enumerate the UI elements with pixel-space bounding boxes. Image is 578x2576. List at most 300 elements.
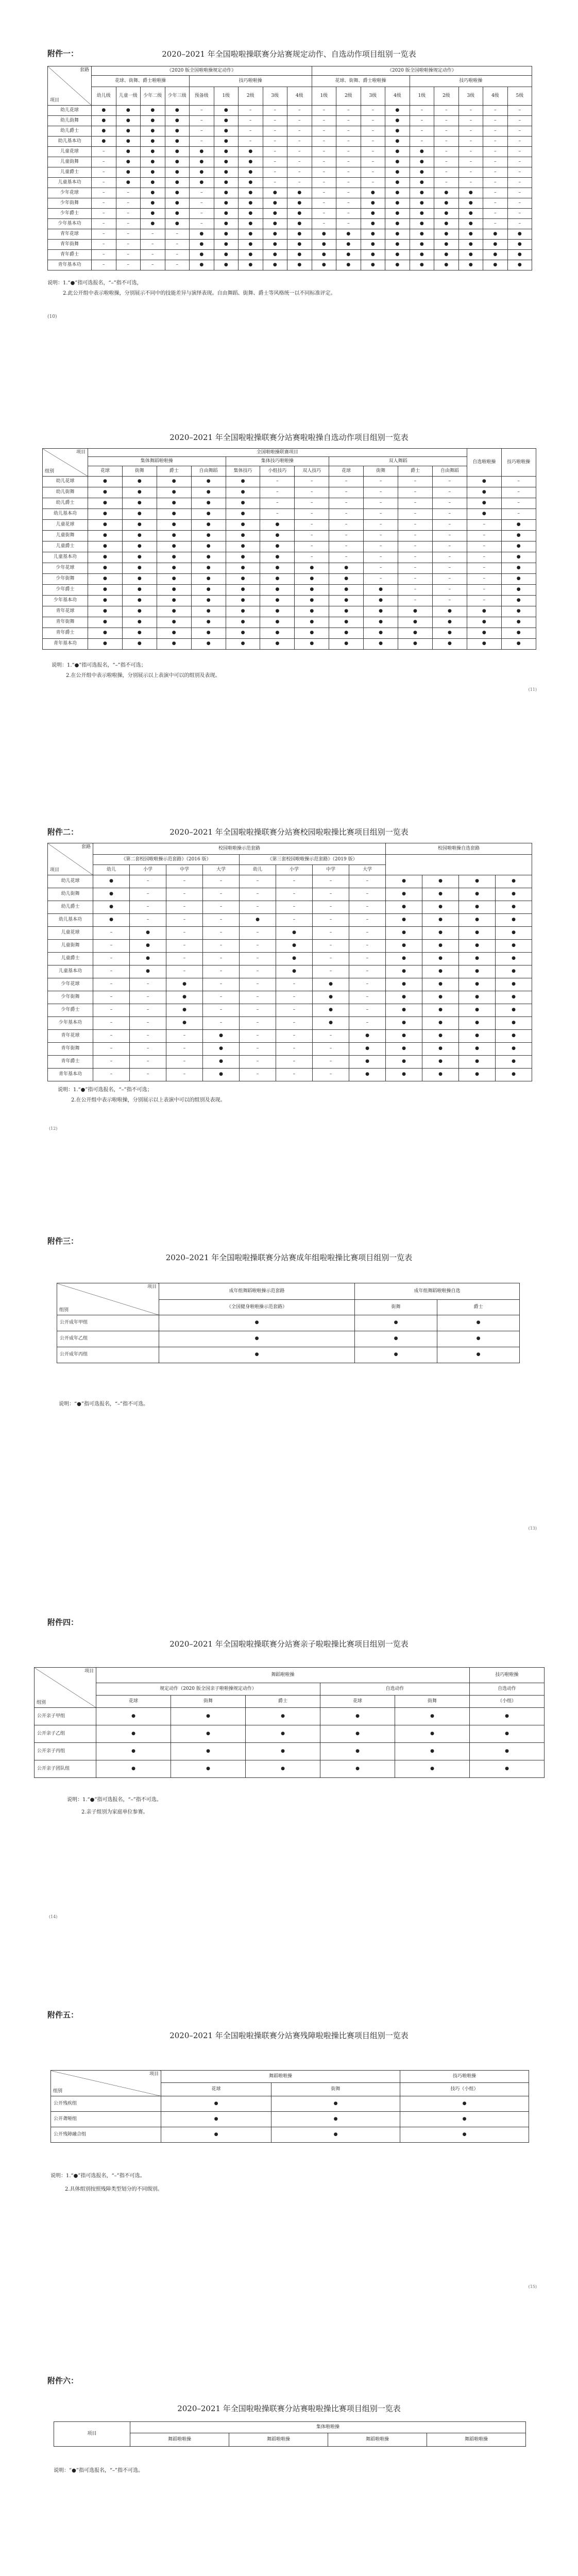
not-available-dash: – [467,531,501,541]
row-label: 青年爵士 [48,250,92,260]
not-available-dash: – [364,541,398,552]
not-available-dash: – [507,137,532,147]
table-row [48,188,532,198]
group-header: 舞蹈啦啦操 [161,2071,400,2083]
selected-dot: ● [88,628,123,639]
not-available-dash: – [166,953,203,965]
selected-dot: ● [400,2112,529,2127]
not-available-dash: – [313,1069,349,1081]
selected-dot: ● [496,1043,532,1056]
table-row [48,240,532,250]
selected-dot: ● [386,1043,422,1056]
not-available-dash: – [434,178,459,188]
selected-dot: ● [295,596,329,606]
selected-dot: ● [171,1725,246,1743]
row-label: 儿童花球 [48,927,93,940]
not-available-dash: – [410,106,434,116]
table-row [43,617,536,628]
page-number: (13) [528,1526,537,1531]
selected-dot: ● [496,978,532,991]
note: 说明：1.“●”指可选报名，“–”指不可选。 [67,1797,162,1803]
not-available-dash: – [467,596,501,606]
table-row [43,574,536,585]
not-available-dash: – [239,137,263,147]
selected-dot: ● [459,875,496,888]
selected-dot: ● [501,541,536,552]
selected-dot: ● [239,178,263,188]
selected-dot: ● [496,1069,532,1081]
note: 说明：“●”指可选报名，“–”指不可选。 [59,1401,149,1407]
selected-dot: ● [287,260,312,270]
table-row [48,106,532,116]
row-label: 青年基本功 [48,1069,93,1081]
not-available-dash: – [263,147,287,157]
selected-dot: ● [361,188,385,198]
table-row [51,2112,529,2127]
not-available-dash: – [116,260,141,270]
row-label: 少年基本功 [48,219,92,229]
table-row [43,509,536,520]
row-label: 儿童花球 [48,147,92,157]
column-header: 4级 [483,87,508,106]
selected-dot: ● [386,1069,422,1081]
attachment-label-3: 附件二： [47,827,79,837]
selected-dot: ● [386,953,422,965]
not-available-dash: – [434,157,459,167]
selected-dot: ● [214,229,239,240]
selected-dot: ● [260,541,295,552]
not-available-dash: – [329,487,364,498]
sub-header: 集体舞蹈啦啦操 [88,457,226,466]
selected-dot: ● [165,178,190,188]
selected-dot: ● [432,628,467,639]
selected-dot: ● [361,260,385,270]
not-available-dash: – [458,178,483,188]
selected-dot: ● [320,1725,395,1743]
selected-dot: ● [214,240,239,250]
selected-dot: ● [295,617,329,628]
selected-dot: ● [287,219,312,229]
not-available-dash: – [507,178,532,188]
table-row [57,1347,520,1363]
not-available-dash: – [166,1069,203,1081]
selected-dot: ● [263,209,287,219]
not-available-dash: – [483,147,508,157]
selected-dot: ● [96,1708,171,1725]
not-available-dash: – [295,498,329,509]
row-label: 儿童爵士 [48,167,92,178]
not-available-dash: – [432,541,467,552]
table-row [43,477,536,487]
not-available-dash: – [295,509,329,520]
selected-dot: ● [313,1017,349,1030]
not-available-dash: – [313,1043,349,1056]
selected-dot: ● [364,628,398,639]
not-available-dash: – [263,126,287,137]
selected-dot: ● [203,1043,240,1056]
selected-dot: ● [116,157,141,167]
selected-dot: ● [496,888,532,901]
selected-dot: ● [159,1315,355,1331]
selected-dot: ● [260,639,295,650]
not-available-dash: – [93,1017,130,1030]
not-available-dash: – [203,940,240,953]
not-available-dash: – [130,1030,166,1043]
selected-dot: ● [395,1743,470,1760]
selected-dot: ● [191,628,226,639]
selected-dot: ● [320,1760,395,1778]
column-header: 技巧（小组） [400,2083,529,2096]
selected-dot: ● [386,914,422,927]
not-available-dash: – [93,1043,130,1056]
row-label: 少年街舞 [43,574,88,585]
column-header: 1级 [312,87,336,106]
table-row [48,953,532,965]
not-available-dash: – [432,520,467,531]
selected-dot: ● [501,563,536,574]
not-available-dash: – [260,498,295,509]
sub-header: 街舞 [355,1300,437,1315]
not-available-dash: – [240,927,276,940]
not-available-dash: – [130,901,166,914]
selected-dot: ● [434,198,459,209]
selected-dot: ● [385,137,410,147]
table-row [35,1743,545,1760]
selected-dot: ● [459,978,496,991]
selected-dot: ● [260,563,295,574]
selected-dot: ● [263,250,287,260]
not-available-dash: – [130,1069,166,1081]
group-header: 成年组舞蹈啦啦操示范套路 [159,1283,355,1300]
not-available-dash: – [432,498,467,509]
selected-dot: ● [157,606,191,617]
selected-dot: ● [88,541,123,552]
selected-dot: ● [190,250,214,260]
not-available-dash: – [467,552,501,563]
column-header: 3级 [263,87,287,106]
not-available-dash: – [276,1017,313,1030]
selected-dot: ● [166,1017,203,1030]
table-row [48,198,532,209]
row-label: 幼儿街舞 [48,888,93,901]
not-available-dash: – [329,498,364,509]
selected-dot: ● [355,1331,437,1347]
sub-header: 爵士 [437,1300,520,1315]
row-label: 幼儿花球 [48,875,93,888]
selected-dot: ● [92,106,116,116]
not-available-dash: – [458,147,483,157]
selected-dot: ● [96,1743,171,1760]
table-row [57,1331,520,1347]
not-available-dash: – [349,953,386,965]
column-header: 自由舞蹈 [191,466,226,477]
not-available-dash: – [130,914,166,927]
row-label: 幼儿爵士 [48,126,92,137]
selected-dot: ● [329,574,364,585]
selected-dot: ● [312,229,336,240]
not-available-dash: – [361,147,385,157]
not-available-dash: – [276,991,313,1004]
not-available-dash: – [336,167,361,178]
project-table-7 [54,2421,526,2447]
selected-dot: ● [496,965,532,978]
not-available-dash: – [501,487,536,498]
not-available-dash: – [295,531,329,541]
not-available-dash: – [398,520,433,531]
corner-cell: 套路 项目 [48,843,93,875]
not-available-dash: – [116,198,141,209]
selected-dot: ● [467,628,501,639]
not-available-dash: – [432,477,467,487]
selected-dot: ● [320,1743,395,1760]
not-available-dash: – [507,219,532,229]
not-available-dash: – [130,1056,166,1069]
selected-dot: ● [361,198,385,209]
not-available-dash: – [276,1069,313,1081]
selected-dot: ● [329,606,364,617]
selected-dot: ● [214,106,239,116]
row-label: 幼儿街舞 [43,487,88,498]
selected-dot: ● [166,978,203,991]
selected-dot: ● [329,585,364,596]
not-available-dash: – [116,229,141,240]
not-available-dash: – [410,116,434,126]
selected-dot: ● [385,209,410,219]
selected-dot: ● [214,250,239,260]
not-available-dash: – [458,157,483,167]
column-header: 自由舞蹈 [432,466,467,477]
not-available-dash: – [432,563,467,574]
row-label: 幼儿花球 [48,106,92,116]
not-available-dash: – [240,965,276,978]
selected-dot: ● [239,260,263,270]
selected-dot: ● [141,157,165,167]
row-label: 幼儿花球 [43,477,88,487]
not-available-dash: – [329,552,364,563]
not-available-dash: – [458,137,483,147]
table-row [35,1708,545,1725]
selected-dot: ● [165,157,190,167]
selected-dot: ● [165,147,190,157]
not-available-dash: – [432,509,467,520]
selected-dot: ● [437,1315,520,1331]
selected-dot: ● [459,1069,496,1081]
selected-dot: ● [432,606,467,617]
not-available-dash: – [93,953,130,965]
not-available-dash: – [190,209,214,219]
not-available-dash: – [276,1030,313,1043]
not-available-dash: – [240,1069,276,1081]
sub-header: 自选动作 [320,1683,470,1696]
not-available-dash: – [312,167,336,178]
table-row [43,498,536,509]
not-available-dash: – [467,585,501,596]
selected-dot: ● [459,888,496,901]
not-available-dash: – [364,531,398,541]
selected-dot: ● [470,1760,545,1778]
project-table-3 [47,843,532,1081]
selected-dot: ● [226,606,260,617]
selected-dot: ● [96,1725,171,1743]
selected-dot: ● [166,1004,203,1017]
not-available-dash: – [501,509,536,520]
selected-dot: ● [437,1331,520,1347]
selected-dot: ● [88,606,123,617]
selected-dot: ● [496,914,532,927]
row-label: 幼儿基本功 [43,509,88,520]
selected-dot: ● [260,552,295,563]
table-row [48,167,532,178]
not-available-dash: – [329,509,364,520]
selected-dot: ● [355,1315,437,1331]
page-number: (15) [528,2284,537,2289]
selected-dot: ● [171,1708,246,1725]
page-number: (14) [49,1914,58,1919]
not-available-dash: – [313,940,349,953]
column-header: （小组） [470,1696,545,1708]
selected-dot: ● [141,178,165,188]
table-row [48,126,532,137]
row-label: 公开成年乙组 [57,1331,159,1347]
selected-dot: ● [458,209,483,219]
selected-dot: ● [191,477,226,487]
not-available-dash: – [507,209,532,219]
row-label: 公开成年甲组 [57,1315,159,1331]
selected-dot: ● [157,531,191,541]
row-label: 少年花球 [48,188,92,198]
not-available-dash: – [92,178,116,188]
selected-dot: ● [141,167,165,178]
not-available-dash: – [410,126,434,137]
table-title-1: 2020–2021 年全国啦啦操联赛分站赛规定动作、自选动作项目组别一览表 [162,49,416,59]
column-header: 大学 [203,865,240,875]
selected-dot: ● [116,147,141,157]
selected-dot: ● [364,585,398,596]
row-label: 公开亲子丙组 [35,1743,96,1760]
row-label: 幼儿基本功 [48,914,93,927]
selected-dot: ● [116,137,141,147]
not-available-dash: – [312,209,336,219]
selected-dot: ● [122,596,157,606]
not-available-dash: – [116,219,141,229]
selected-dot: ● [400,2127,529,2143]
selected-dot: ● [329,563,364,574]
selected-dot: ● [434,219,459,229]
not-available-dash: – [467,541,501,552]
project-table-2 [42,448,536,650]
selected-dot: ● [157,477,191,487]
not-available-dash: – [92,250,116,260]
not-available-dash: – [130,1043,166,1056]
selected-dot: ● [364,606,398,617]
column-header: 爵士 [398,466,433,477]
row-label: 少年花球 [48,978,93,991]
selected-dot: ● [459,1056,496,1069]
not-available-dash: – [349,875,386,888]
selected-dot: ● [501,552,536,563]
selected-dot: ● [329,596,364,606]
column-header: 爵士 [157,466,191,477]
not-available-dash: – [190,126,214,137]
selected-dot: ● [240,914,276,927]
selected-dot: ● [336,240,361,250]
not-available-dash: – [349,1017,386,1030]
not-available-dash: – [458,126,483,137]
selected-dot: ● [361,229,385,240]
not-available-dash: – [336,106,361,116]
table-title-3: 2020–2021 年全国啦啦操联赛分站赛校园啦啦操比赛项目组别一览表 [169,827,409,837]
selected-dot: ● [226,639,260,650]
table-title-5: 2020–2021 年全国啦啦操联赛分站赛亲子啦啦操比赛项目组别一览表 [169,1639,409,1649]
not-available-dash: – [313,888,349,901]
selected-dot: ● [386,888,422,901]
not-available-dash: – [434,106,459,116]
not-available-dash: – [295,541,329,552]
selected-dot: ● [349,1030,386,1043]
selected-dot: ● [398,606,433,617]
selected-dot: ● [312,260,336,270]
not-available-dash: – [276,1043,313,1056]
selected-dot: ● [191,498,226,509]
selected-dot: ● [122,541,157,552]
selected-dot: ● [361,219,385,229]
selected-dot: ● [122,487,157,498]
table-row [48,875,532,888]
column-header: 4级 [385,87,410,106]
not-available-dash: – [349,901,386,914]
selected-dot: ● [400,2096,529,2112]
not-available-dash: – [116,250,141,260]
selected-dot: ● [88,574,123,585]
selected-dot: ● [161,2127,271,2143]
not-available-dash: – [165,240,190,250]
not-available-dash: – [287,126,312,137]
corner-cell: 项目 组别 [51,2071,161,2096]
not-available-dash: – [467,574,501,585]
selected-dot: ● [122,606,157,617]
sub-header: 技巧啦啦操 [190,76,312,87]
selected-dot: ● [190,229,214,240]
table-row [48,219,532,229]
column-header: 少年二级 [141,87,165,106]
selected-dot: ● [361,209,385,219]
selected-dot: ● [459,1043,496,1056]
not-available-dash: – [92,209,116,219]
selected-dot: ● [93,875,130,888]
not-available-dash: – [263,106,287,116]
selected-dot: ● [157,509,191,520]
row-label: 少年基本功 [48,1017,93,1030]
not-available-dash: – [287,157,312,167]
column-header: 少年三级 [165,87,190,106]
column-header: 大学 [349,865,386,875]
selected-dot: ● [92,116,116,126]
selected-dot: ● [287,198,312,209]
attachment-label-7: 附件六： [47,2376,79,2385]
selected-dot: ● [410,157,434,167]
selected-dot: ● [410,219,434,229]
selected-dot: ● [287,229,312,240]
selected-dot: ● [459,940,496,953]
table-row [48,147,532,157]
table-row [48,888,532,901]
not-available-dash: – [203,991,240,1004]
selected-dot: ● [239,188,263,198]
selected-dot: ● [287,250,312,260]
not-available-dash: – [349,991,386,1004]
column-header: 3级 [458,87,483,106]
not-available-dash: – [364,552,398,563]
